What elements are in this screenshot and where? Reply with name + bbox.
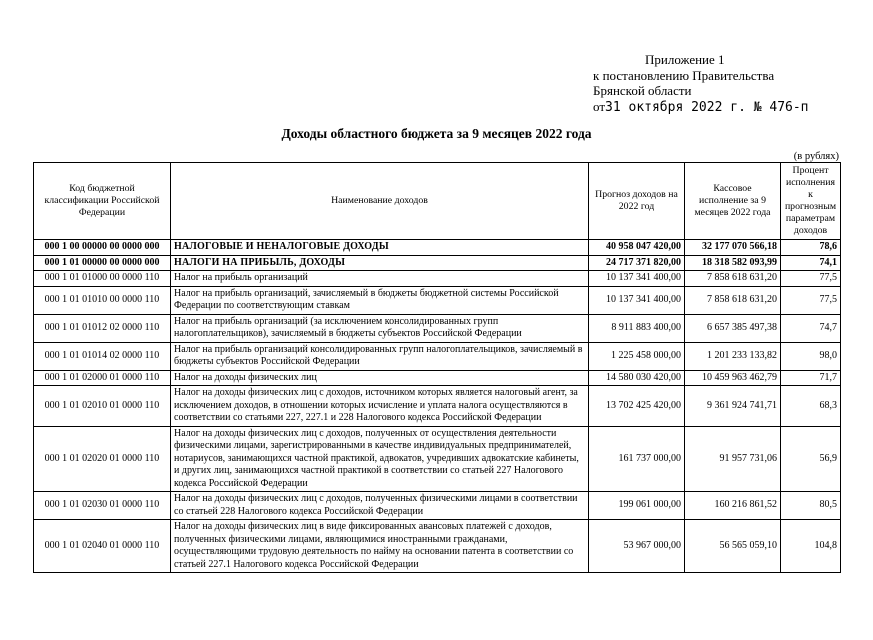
cell-code: 000 1 01 01010 00 0000 110 (34, 286, 171, 314)
table-row (34, 370, 841, 386)
cell-forecast: 8 911 883 400,00 (589, 314, 685, 342)
table-row (34, 271, 841, 287)
cell-name: НАЛОГИ НА ПРИБЫЛЬ, ДОХОДЫ (171, 255, 589, 271)
table-row (34, 342, 841, 370)
cell-percent: 80,5 (781, 492, 841, 520)
table-row (34, 386, 841, 427)
cell-code: 000 1 01 02010 01 0000 110 (34, 386, 171, 427)
table-row (34, 520, 841, 573)
cell-actual: 6 657 385 497,38 (685, 314, 781, 342)
header-forecast: Прогноз доходов на 2022 год (589, 163, 685, 240)
cell-name: Налог на прибыль организаций, зачисляемый в бюджеты бюджетной системы Российской Федерации по соответствующим ставкам (171, 286, 589, 314)
cell-name: Налог на доходы физических лиц с доходов, источником которых является налоговый агент, за исключением доходов, в отношении которых исчисление и уплата налога осуществляются в соответствии со статьями 227, 227.1 и 228 Налогового кодекса Российской Федерации (171, 386, 589, 427)
appendix-region: Брянской области (593, 83, 692, 98)
cell-percent: 104,8 (781, 520, 841, 573)
cell-forecast: 1 225 458 000,00 (589, 342, 685, 370)
header-percent: Процент исполнения к прогнозным параметрам доходов (781, 163, 841, 240)
cell-name: Налог на прибыль организаций (171, 271, 589, 287)
cell-forecast: 10 137 341 400,00 (589, 271, 685, 287)
table-row (34, 286, 841, 314)
table-row (34, 426, 841, 492)
cell-actual: 32 177 070 566,18 (685, 240, 781, 256)
cell-code: 000 1 01 02030 01 0000 110 (34, 492, 171, 520)
cell-percent: 74,1 (781, 255, 841, 271)
cell-code: 000 1 01 01012 02 0000 110 (34, 314, 171, 342)
cell-percent: 78,6 (781, 240, 841, 256)
cell-actual: 56 565 059,10 (685, 520, 781, 573)
date-handwritten: 31 октября 2022 г. № 476-п (605, 99, 809, 115)
appendix-block (593, 52, 863, 115)
cell-code: 000 1 01 02020 01 0000 110 (34, 426, 171, 492)
cell-actual: 9 361 924 741,71 (685, 386, 781, 427)
cell-code: 000 1 01 00000 00 0000 000 (34, 255, 171, 271)
document-title: Доходы областного бюджета за 9 месяцев 2022 года (281, 126, 592, 141)
appendix-decree: к постановлению Правительства (593, 67, 775, 83)
header-actual: Кассовое исполнение за 9 месяцев 2022 года (685, 163, 781, 240)
table-row (34, 255, 841, 271)
cell-name: Налог на доходы физических лиц с доходов, полученных от осуществления деятельности физическими лицами, зарегистрированными в качестве индивидуальных предпринимателей, нотариусов, занимающихся частной практикой, адвокатов, учредивших адвокатские кабинеты, и других лиц, занимающихся частной практикой в соответствии со статьей 227 Налогового кодекса Российской Федерации (171, 426, 589, 492)
table-body (34, 240, 841, 573)
table-row (34, 240, 841, 256)
cell-name: Налог на доходы физических лиц (171, 370, 589, 386)
cell-code: 000 1 01 02040 01 0000 110 (34, 520, 171, 573)
cell-code: 000 1 01 01014 02 0000 110 (34, 342, 171, 370)
cell-percent: 77,5 (781, 286, 841, 314)
cell-percent: 68,3 (781, 386, 841, 427)
cell-actual: 7 858 618 631,20 (685, 286, 781, 314)
cell-percent: 71,7 (781, 370, 841, 386)
appendix-date (593, 99, 863, 116)
cell-actual: 7 858 618 631,20 (685, 271, 781, 287)
cell-forecast: 10 137 341 400,00 (589, 286, 685, 314)
cell-name: Налог на прибыль организаций (за исключением консолидированных групп налогоплательщиков), зачисляемый в бюджеты субъектов Российской Федерации (171, 314, 589, 342)
appendix-title: Приложение 1 (645, 52, 725, 67)
cell-forecast: 24 717 371 820,00 (589, 255, 685, 271)
table-header-row (34, 163, 841, 240)
cell-name: Налог на доходы физических лиц с доходов, полученных физическими лицами в соответствии со статьей 228 Налогового кодекса Российской Федерации (171, 492, 589, 520)
cell-percent: 77,5 (781, 271, 841, 287)
cell-actual: 10 459 963 462,79 (685, 370, 781, 386)
table-row (34, 314, 841, 342)
cell-forecast: 199 061 000,00 (589, 492, 685, 520)
header-name: Наименование доходов (171, 163, 589, 240)
date-prefix: от (593, 98, 606, 114)
header-code: Код бюджетной классификации Российской Федерации (34, 163, 171, 240)
cell-code: 000 1 01 02000 01 0000 110 (34, 370, 171, 386)
cell-forecast: 161 737 000,00 (589, 426, 685, 492)
cell-actual: 1 201 233 133,82 (685, 342, 781, 370)
cell-code: 000 1 01 01000 00 0000 110 (34, 271, 171, 287)
cell-name: Налог на прибыль организаций консолидированных групп налогоплательщиков, зачисляемый в бюджеты субъектов Российской Федерации (171, 342, 589, 370)
cell-actual: 18 318 582 093,99 (685, 255, 781, 271)
cell-actual: 91 957 731,06 (685, 426, 781, 492)
cell-forecast: 13 702 425 420,00 (589, 386, 685, 427)
cell-code: 000 1 00 00000 00 0000 000 (34, 240, 171, 256)
cell-forecast: 40 958 047 420,00 (589, 240, 685, 256)
table-row (34, 492, 841, 520)
cell-forecast: 14 580 030 420,00 (589, 370, 685, 386)
cell-percent: 56,9 (781, 426, 841, 492)
cell-name: Налог на доходы физических лиц в виде фиксированных авансовых платежей с доходов, полученных физическими лицами, являющимися иностранными гражданами, осуществляющими трудовую деятельность по найму на основании патента в соответствии со статьей 227.1 Налогового кодекса Российской Федерации (171, 520, 589, 573)
cell-name: НАЛОГОВЫЕ И НЕНАЛОГОВЫЕ ДОХОДЫ (171, 240, 589, 256)
cell-percent: 98,0 (781, 342, 841, 370)
cell-forecast: 53 967 000,00 (589, 520, 685, 573)
units-note: (в рублях) (793, 151, 839, 162)
cell-percent: 74,7 (781, 314, 841, 342)
cell-actual: 160 216 861,52 (685, 492, 781, 520)
budget-table (33, 162, 841, 573)
